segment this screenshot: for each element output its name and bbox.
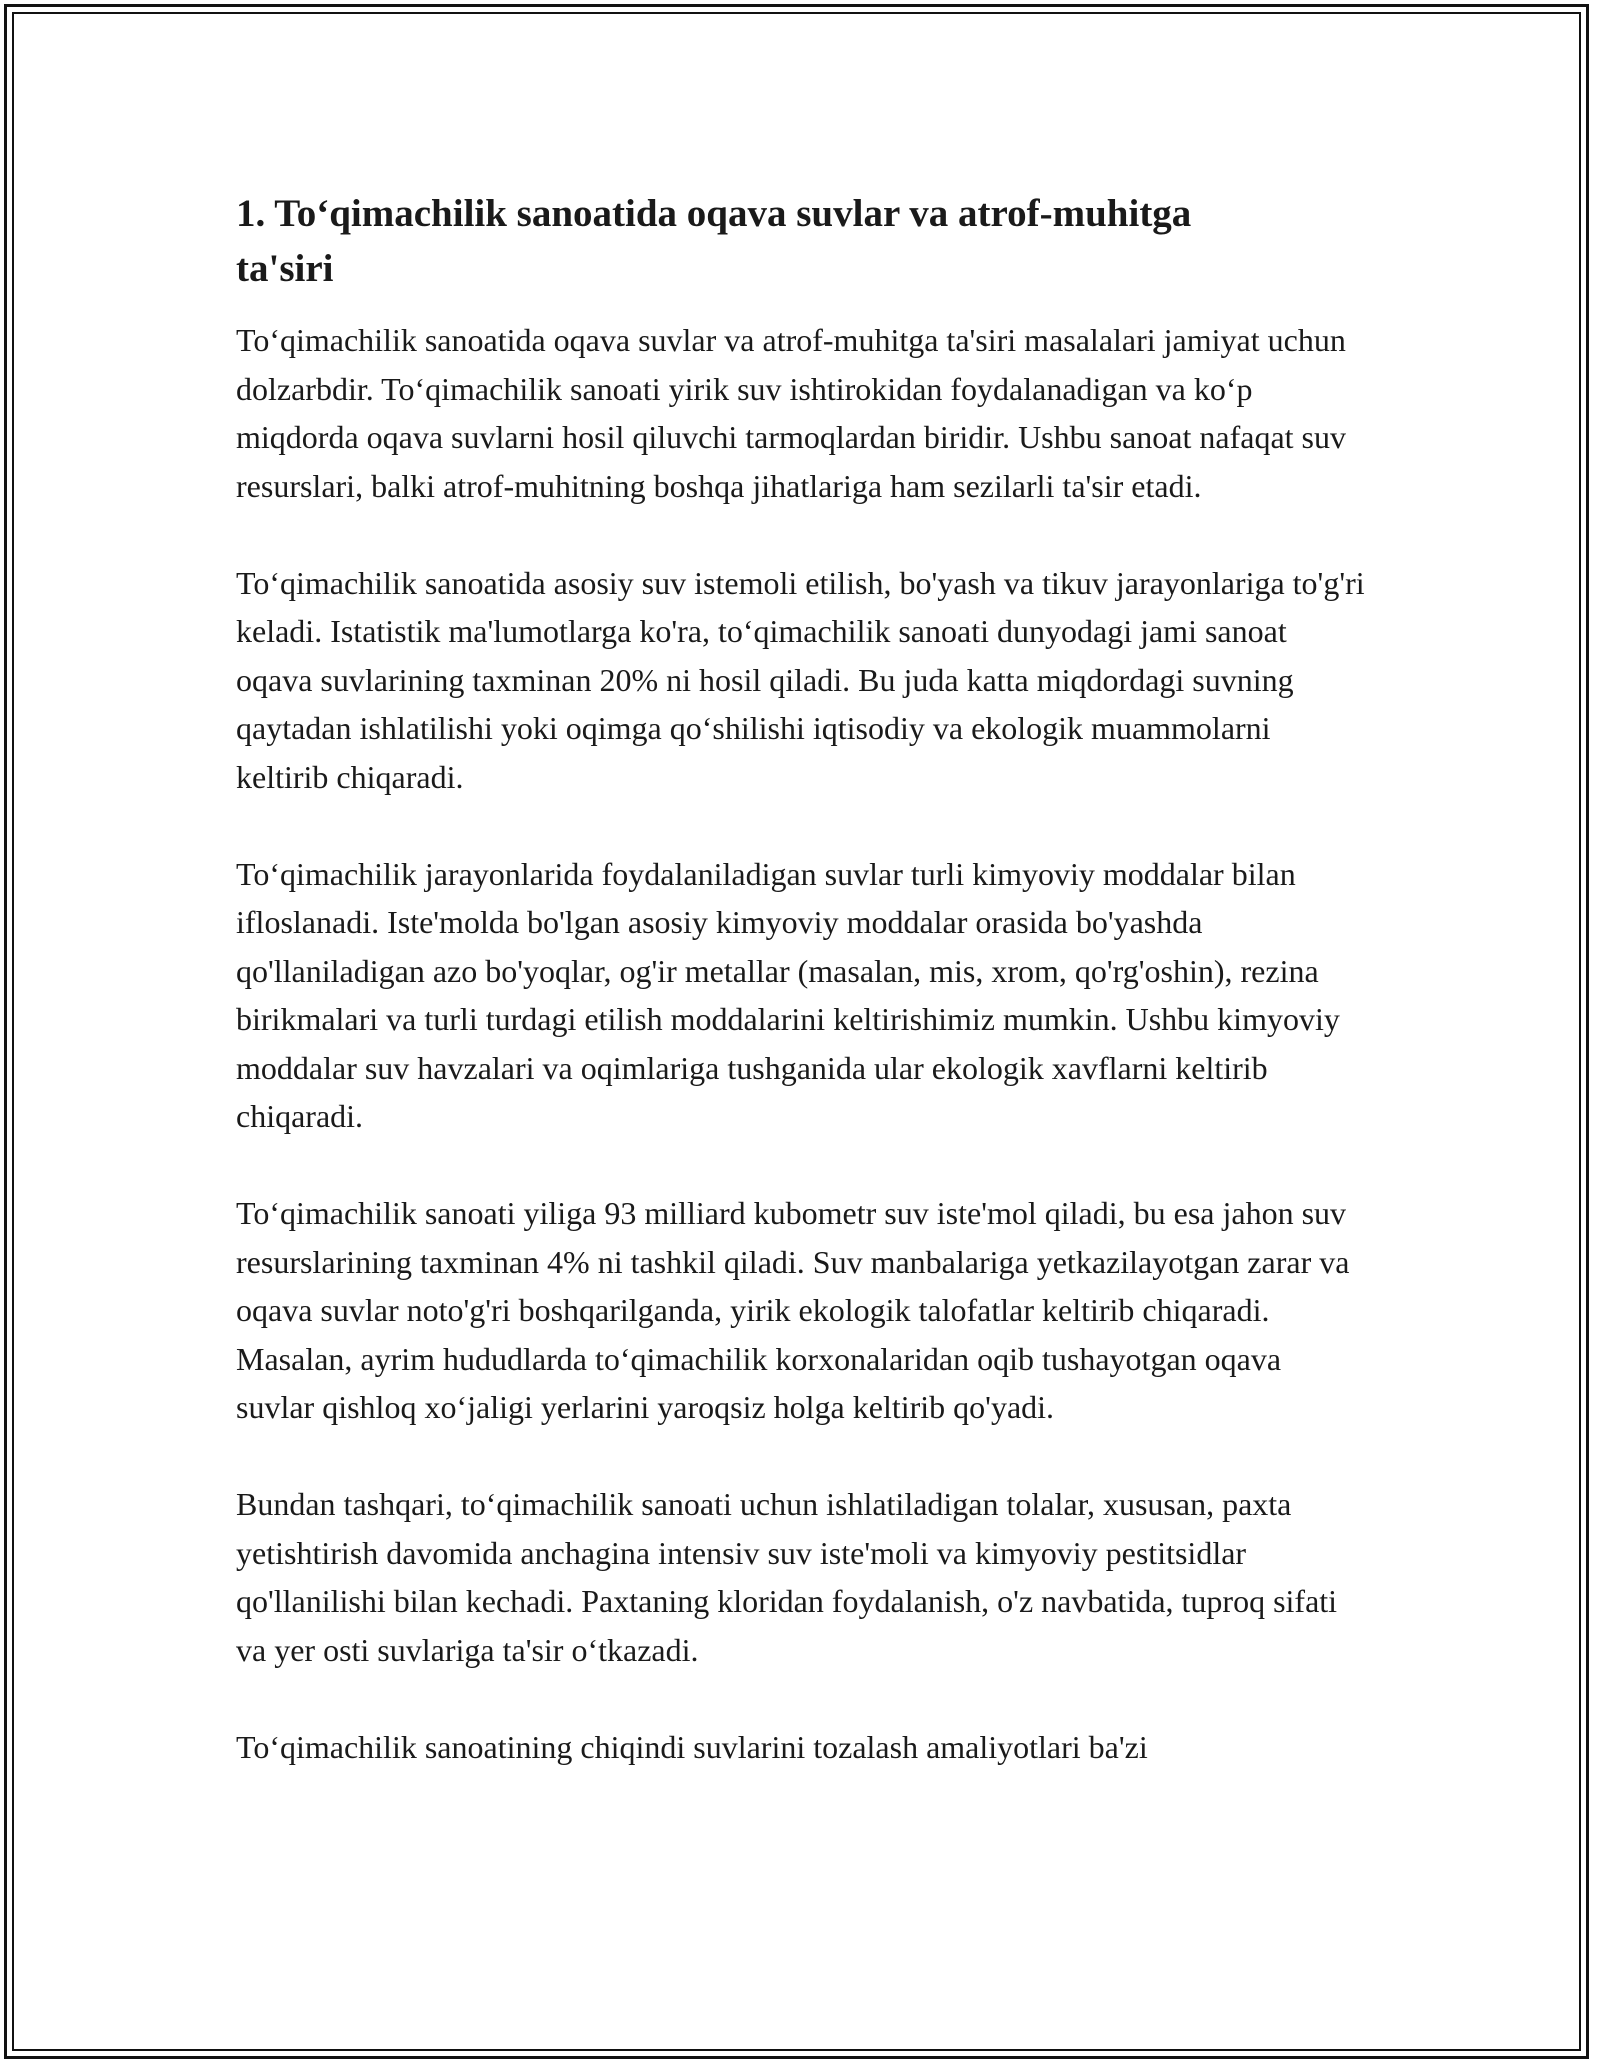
paragraph-6: To‘qimachilik sanoatining chiqindi suvlarini tozalash amaliyotlari ba'zi: [236, 1728, 1148, 1765]
document-body: [236, 186, 1366, 1820]
paragraph-5: Bundan tashqari, to‘qimachilik sanoati uchun ishlatiladigan tolalar, xususan, paxta yetishtirish davomida anchagina intensiv suv iste'moli va kimyoviy pestitsidlar qo'llanilishi bilan kechadi. Paxtaning kloridan foydalanish, o'z navbatida, tuproq sifati va yer osti suvlariga ta'sir o‘tkazadi.: [236, 1486, 1338, 1668]
paragraph-4: To‘qimachilik sanoati yiliga 93 milliard kubometr suv iste'mol qiladi, bu esa jahon suv resurslarining taxminan 4% ni tashkil qiladi. Suv manbalariga yetkazilayotgan zarar va oqava suvlar noto'g'ri boshqarilganda, yirik ekologik talofatlar keltirib chiqaradi. Masalan, ayrim hududlarda to‘qimachilik korxonalaridan oqib tushayotgan oqava suvlar qishloq xo‘jaligi yerlarini yaroqsiz holga keltirib qo'yadi.: [236, 1195, 1350, 1425]
paragraph-3: To‘qimachilik jarayonlarida foydalaniladigan suvlar turli kimyoviy moddalar bilan ifloslanadi. Iste'molda bo'lgan asosiy kimyoviy moddalar orasida bo'yashda qo'llaniladigan azo bo'yoqlar, og'ir metallar (masalan, mis, xrom, qo'rg'oshin), rezina birikmalari va turli turdagi etilish moddalarini keltirishimiz mumkin. Ushbu kimyoviy moddalar suv havzalari va oqimlariga tushganida ular ekologik xavflarni keltirib chiqaradi.: [236, 855, 1340, 1134]
paragraph-1: To‘qimachilik sanoatida oqava suvlar va atrof-muhitga ta'siri masalalari jamiyat uchun dolzarbdir. To‘qimachilik sanoati yirik suv ishtirokidan foydalanadigan va ko‘p miqdorda oqava suvlarni hosil qiluvchi tarmoqlardan biridir. Ushbu sanoat nafaqat suv resurslari, balki atrof-muhitning boshqa jihatlariga ham sezilarli ta'sir etadi.: [236, 322, 1346, 504]
section-heading: 1. To‘qimachilik sanoatida oqava suvlar va atrof-muhitga ta'siri: [236, 192, 1192, 290]
paragraph-2: To‘qimachilik sanoatida asosiy suv istemoli etilish, bo'yash va tikuv jarayonlariga to'g'ri keladi. Istatistik ma'lumotlarga ko'ra, to‘qimachilik sanoati dunyodagi jami sanoat oqava suvlarining taxminan 20% ni hosil qiladi. Bu juda katta miqdordagi suvning qaytadan ishlatilishi yoki oqimga qo‘shilishi iqtisodiy va ekologik muammolarni keltirib chiqaradi.: [236, 564, 1365, 795]
